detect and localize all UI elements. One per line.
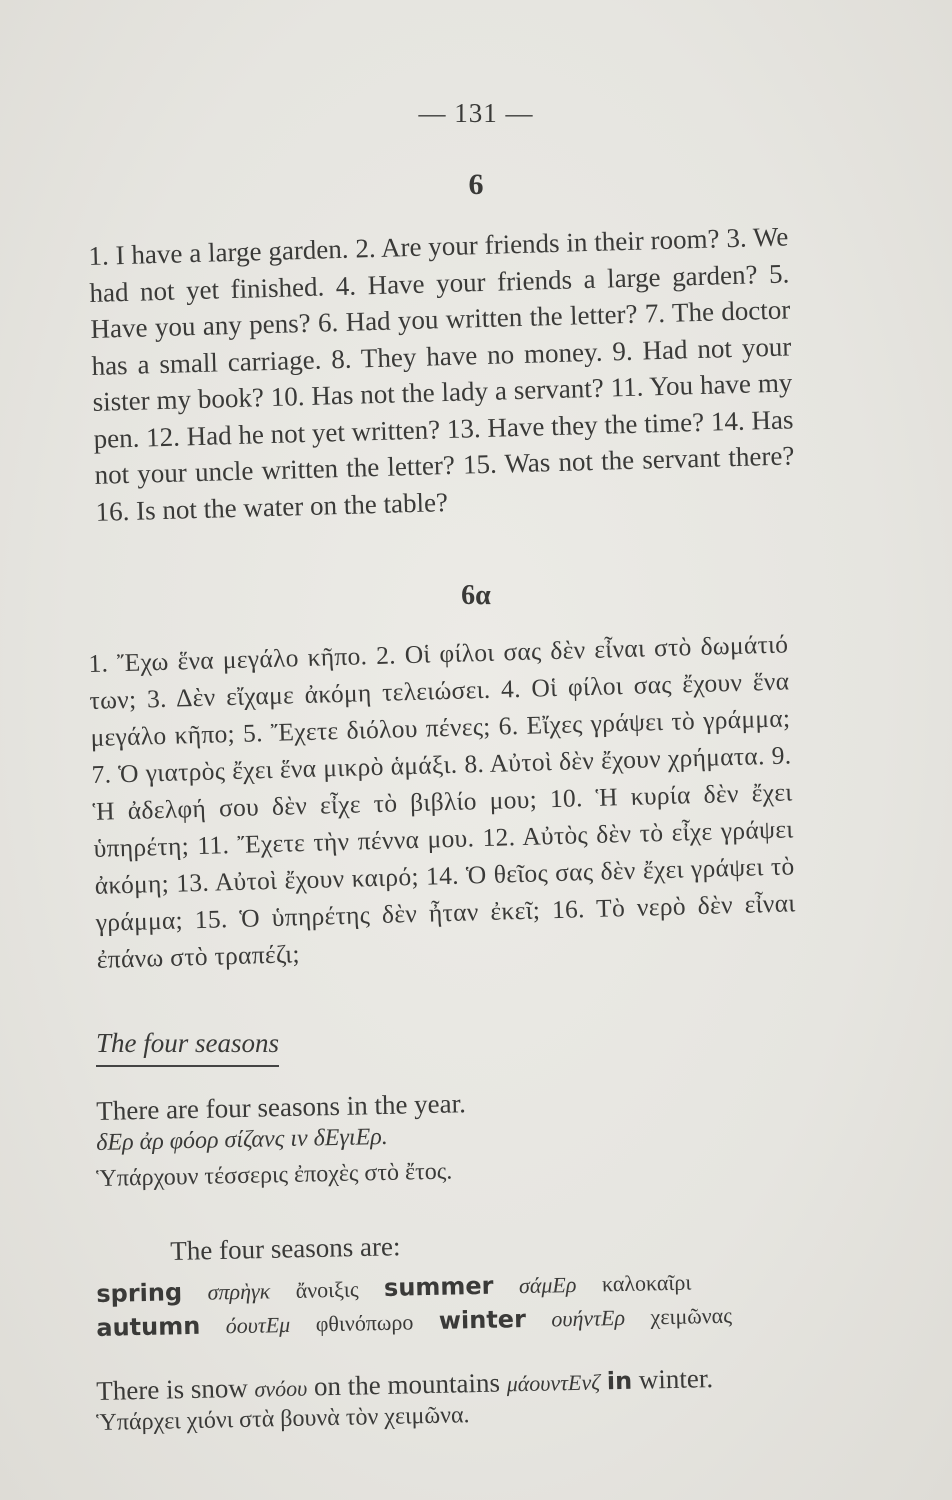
seasons-year-phonetic: δΕρ ἀρ φόορ σίζανς ιν δΕγιΕρ. <box>96 1123 389 1156</box>
winter-greek: χειμῶνας <box>650 1302 733 1330</box>
autumn-word: autumn <box>96 1311 201 1342</box>
summer-greek: καλοκαῖρι <box>601 1269 692 1297</box>
four-seasons-title: The four seasons <box>96 1028 279 1067</box>
seasons-year-greek: Ὑπάρχουν τέσσερις ἐποχὲς στὸ ἔτος. <box>96 1158 453 1192</box>
exercise-6a-heading: 6α <box>461 580 491 611</box>
snow-part-2: on the mountains <box>313 1367 501 1402</box>
snow-in: in <box>606 1366 633 1396</box>
spring-phonetic: σπρὴγκ <box>207 1278 271 1305</box>
page-number: — 131 — <box>418 98 534 128</box>
seasons-year-english: There are four seasons in the year. <box>96 1088 467 1126</box>
exercise-6-text: 1. I have a large garden. 2. Are your friends in their room? 3. We had not yet finished. 4. Have your friends a large garden? 5. Have you any pens? 6. Had you written the letter? 7. The doctor has a small carriage. 8. They have no money. 9. Had not your sister my book? 10. Has not the lady a servant? 11. You have my pen. 12. Had he not yet written? 13. Have they the time? 14. Has not your uncle written the letter? 15. Was not the servant there? 16. Is not the water on the table? <box>88 221 795 527</box>
summer-phonetic: σάμΕρ <box>518 1271 577 1299</box>
exercise-6a-text: 1. Ἔχω ἕνα μεγάλο κῆπο. 2. Οἱ φίλοι σας δὲν εἶναι στὸ δωμάτιό των; 3. Δὲν εἴχαμε ἀκόμη τελειώσει. 4. Οἱ φίλοι σας ἔχουν ἕνα μεγάλο κῆπο; 5. Ἔχετε διόλου πένες; 6. Εἴχες γράψει τὸ γράμμα; 7. Ὁ γιατρὸς ἔχει ἕνα μικρὸ ἁμάξι. 8. Αὐτοὶ δὲν ἔχουν χρήματα. 9. Ἡ ἀδελφή σου δὲν εἶχε τὸ βιβλίο μου; 10. Ἡ κυρία δὲν ἔχει ὑπηρέτη; 11. Ἔχετε τὴν πέννα μου. 12. Αὐτὸς δὲν τὸ εἶχε γράψει ἀκόμη; 13. Αὐτοὶ ἔχουν καιρό; 14. Ὁ θεῖος σας δὲν ἔχει γράψει τὸ γράμμα; 15. Ὁ ὑπηρέτης δὲν ἦταν ἐκεῖ; 16. Τὸ νερὸ δὲν εἶναι ἐπάνω στὸ τραπέζι; <box>88 629 796 974</box>
exercise-6-heading: 6 <box>468 168 484 201</box>
summer-word: summer <box>383 1271 494 1302</box>
spring-greek: ἄνοιξις <box>295 1276 359 1303</box>
snow-sentence-greek: Ὑπάρχει χιόνι στὰ βουνὰ τὸν χειμῶνα. <box>96 1402 470 1436</box>
snow-winter: winter. <box>638 1363 714 1395</box>
autumn-greek: φθινόπωρο <box>315 1309 414 1337</box>
seasons-are-line: The four seasons are: <box>170 1231 401 1266</box>
autumn-phonetic: όουτΕμ <box>225 1311 291 1339</box>
snow-phonetic: σνόου <box>254 1375 308 1402</box>
mountains-phonetic: μάουντΕνζ <box>506 1369 601 1397</box>
winter-phonetic: ουήντΕρ <box>551 1304 626 1332</box>
snow-sentence-english <box>96 1363 713 1407</box>
snow-part-1: There is snow <box>96 1372 249 1406</box>
spring-word: spring <box>96 1278 183 1308</box>
winter-word: winter <box>438 1305 527 1335</box>
